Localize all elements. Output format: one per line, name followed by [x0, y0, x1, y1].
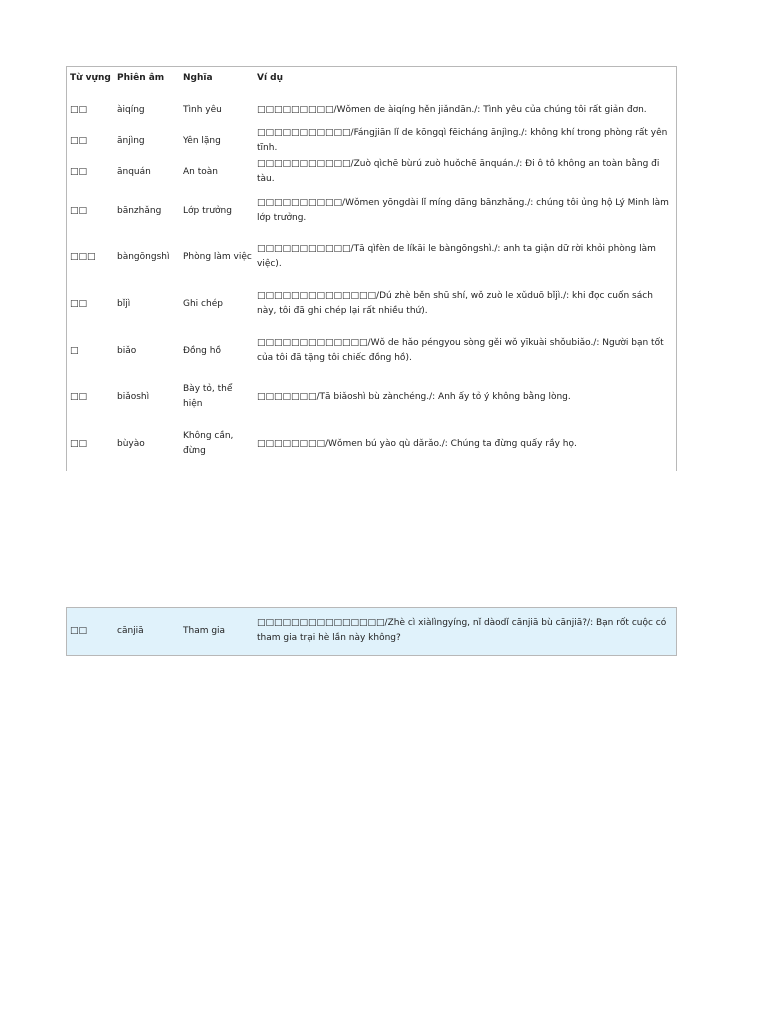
header-meaning: Nghĩa	[183, 73, 213, 83]
example-cell: □□□□□□□□□□□□□□□/Zhè cì xiàlìngyíng, nǐ dàodǐ cānjiā bù cānjiā?/: Bạn rốt cuộc có tham gia trại hè lần này không?	[257, 618, 667, 643]
pinyin-cell: ānjìng	[117, 135, 145, 146]
example-cell: □□□□□□□□□□/Wǒmen yōngdài lǐ míng dāng bānzhǎng./: chúng tôi ủng hộ Lý Minh làm lớp trưởng.	[257, 198, 669, 223]
table-row	[67, 102, 676, 118]
table-row	[67, 381, 676, 413]
table-row	[67, 195, 676, 227]
word-cell: □□	[70, 205, 88, 216]
table-row	[67, 428, 676, 460]
word-cell: □□	[70, 391, 88, 402]
table-row	[67, 610, 676, 652]
vocabulary-table	[66, 66, 677, 471]
word-cell: □□	[70, 438, 88, 449]
table-row	[67, 159, 676, 184]
meaning-cell: Lớp trưởng	[183, 205, 232, 216]
table-row	[67, 288, 676, 320]
pinyin-cell: cānjiā	[117, 625, 144, 636]
word-cell: □	[70, 345, 79, 356]
word-cell: □□	[70, 166, 88, 177]
example-cell: □□□□□□□□□□□/Fángjiān lǐ de kōngqì fēicháng ānjìng./: không khí trong phòng rất yên tĩnh.	[257, 128, 668, 153]
pinyin-cell: àiqíng	[117, 104, 145, 115]
pinyin-cell: bǐjì	[117, 298, 131, 309]
meaning-cell: Tham gia	[183, 625, 226, 636]
meaning-cell: Không cần, đừng	[183, 431, 234, 456]
meaning-cell: Phòng làm việc	[183, 251, 252, 262]
word-cell: □□	[70, 104, 88, 115]
pinyin-cell: biǎoshì	[117, 391, 150, 402]
table-row	[67, 335, 676, 367]
meaning-cell: An toàn	[183, 166, 218, 177]
example-cell: □□□□□□□□□□□□□□/Dú zhè běn shū shí, wǒ zuò le xǔduō bǐjì./: khi đọc cuốn sách này, tôi đã ghi chép lại rất nhiều thứ).	[257, 291, 653, 316]
example-cell: □□□□□□□□□/Wǒmen de àiqíng hěn jiǎndān./: Tình yêu của chúng tôi rất giản đơn.	[257, 104, 647, 115]
word-cell: □□	[70, 625, 88, 636]
table-header	[67, 71, 676, 86]
meaning-cell: Tình yêu	[183, 104, 222, 115]
example-cell: □□□□□□□□/Wǒmen bú yào qù dǎrǎo./: Chúng ta đừng quấy rầy họ.	[257, 438, 577, 449]
word-cell: □□	[70, 298, 88, 309]
header-word: Từ vựng	[70, 73, 111, 83]
pinyin-cell: biǎo	[117, 345, 137, 356]
word-cell: □□□	[70, 251, 96, 262]
pinyin-cell: bùyào	[117, 438, 145, 449]
header-example: Ví dụ	[257, 73, 284, 83]
meaning-cell: Yên lặng	[183, 135, 221, 146]
example-cell: □□□□□□□□□□□/Zuò qìchē bùrú zuò huǒchē ānquán./: Đi ô tô không an toàn bằng đi tàu.	[257, 159, 660, 184]
table-row	[67, 128, 676, 153]
example-cell: □□□□□□□□□□□/Tā qìfèn de líkāi le bàngōngshì./: anh ta giận dữ rời khỏi phòng làm việc).	[257, 244, 656, 269]
pinyin-cell: bānzhǎng	[117, 205, 162, 216]
example-cell: □□□□□□□□□□□□□/Wǒ de hǎo péngyou sòng gěi wǒ yīkuài shǒubiǎo./: Người bạn tốt của tôi đã tặng tôi chiếc đồng hồ).	[257, 338, 664, 363]
pinyin-cell: ānquán	[117, 166, 151, 177]
meaning-cell: Đồng hồ	[183, 345, 221, 356]
table-row	[67, 241, 676, 273]
header-pinyin: Phiên âm	[117, 73, 165, 83]
word-cell: □□	[70, 135, 88, 146]
highlighted-row-table	[66, 607, 677, 656]
meaning-cell: Bày tỏ, thể hiện	[183, 384, 233, 409]
example-cell: □□□□□□□/Tā biǎoshì bù zànchéng./: Anh ấy tỏ ý không bằng lòng.	[257, 391, 571, 402]
meaning-cell: Ghi chép	[183, 298, 223, 309]
pinyin-cell: bàngōngshì	[117, 251, 170, 262]
